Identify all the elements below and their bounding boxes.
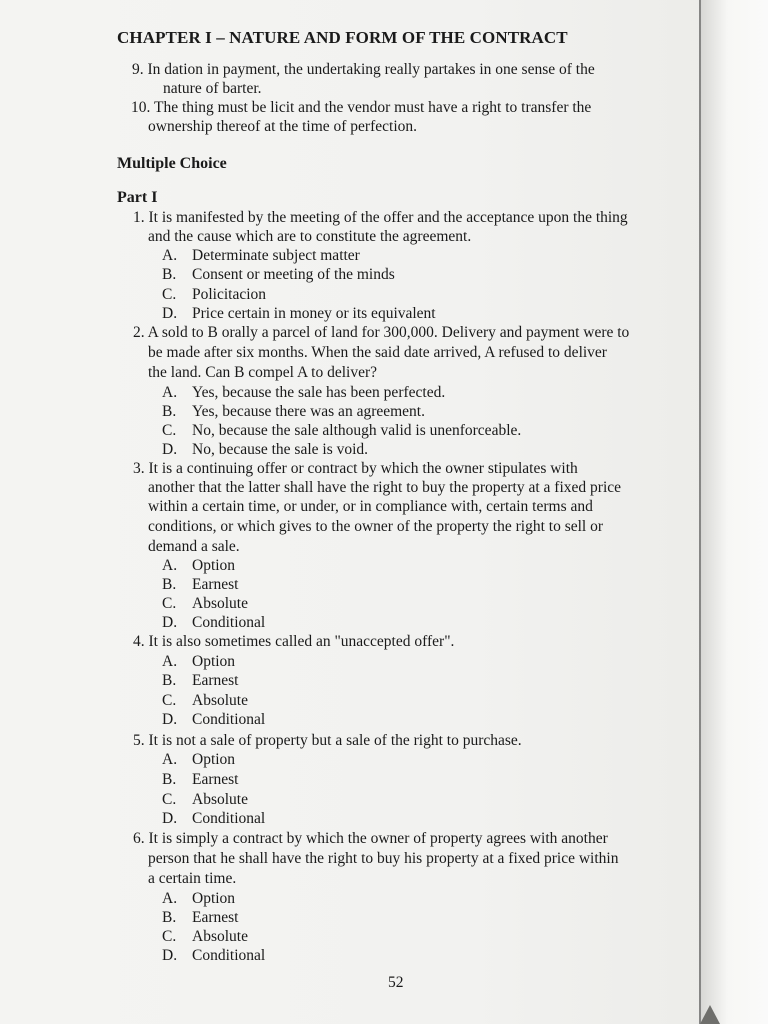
question-6-line-1: 6. It is simply a contract by which the owner of property agrees with another xyxy=(133,830,608,847)
q3-option-b: B. Earnest xyxy=(162,576,239,593)
question-3-line-5: demand a sale. xyxy=(148,538,240,555)
chapter-title: CHAPTER I – NATURE AND FORM OF THE CONTRACT xyxy=(117,28,568,47)
q4-option-b: B. Earnest xyxy=(162,672,239,689)
page-corner-fold xyxy=(700,1005,720,1024)
q6-option-c: C. Absolute xyxy=(162,928,248,945)
question-6-line-2: person that he shall have the right to buy his property at a fixed price within xyxy=(148,850,619,867)
q2-option-a: A. Yes, because the sale has been perfected. xyxy=(162,384,446,401)
q1-option-a: A. Determinate subject matter xyxy=(162,247,360,264)
intro-item-9-line-1: 9. In dation in payment, the undertaking really partakes in one sense of the xyxy=(132,61,595,78)
q4-option-d: D. Conditional xyxy=(162,711,266,728)
q6-option-b: B. Earnest xyxy=(162,909,239,926)
q3-option-c: C. Absolute xyxy=(162,595,248,612)
q3-option-d: D. Conditional xyxy=(162,614,266,631)
page-number: 52 xyxy=(388,974,404,991)
question-5-line-1: 5. It is not a sale of property but a sale of the right to purchase. xyxy=(133,732,522,749)
question-1-line-1: 1. It is manifested by the meeting of the offer and the acceptance upon the thing xyxy=(133,209,628,226)
q2-option-c: C. No, because the sale although valid is unenforceable. xyxy=(162,422,522,439)
q1-option-d: D. Price certain in money or its equivalent xyxy=(162,305,436,322)
question-3-line-2: another that the latter shall have the right to buy the property at a fixed price xyxy=(148,479,622,496)
q6-option-d: D. Conditional xyxy=(162,947,266,964)
question-2-line-3: the land. Can B compel A to deliver? xyxy=(148,364,378,381)
question-6-line-3: a certain time. xyxy=(148,870,237,887)
q2-option-b: B. Yes, because there was an agreement. xyxy=(162,403,425,420)
q3-option-a: A. Option xyxy=(162,557,236,574)
question-4-line-1: 4. It is also sometimes called an "unaccepted offer". xyxy=(133,633,455,650)
q5-option-c: C. Absolute xyxy=(162,791,248,808)
q2-option-d: D. No, because the sale is void. xyxy=(162,441,369,458)
intro-item-10-line-2: ownership thereof at the time of perfection. xyxy=(148,118,417,135)
intro-item-10-line-1: 10. The thing must be licit and the vendor must have a right to transfer the xyxy=(131,99,592,116)
question-1-line-2: and the cause which are to constitute the agreement. xyxy=(148,228,472,245)
q4-option-a: A. Option xyxy=(162,653,236,670)
q4-option-c: C. Absolute xyxy=(162,692,248,709)
intro-item-9-line-2: nature of barter. xyxy=(163,80,262,97)
question-2-line-1: 2. A sold to B orally a parcel of land for 300,000. Delivery and payment were to xyxy=(133,324,630,341)
q1-option-b: B. Consent or meeting of the minds xyxy=(162,266,395,283)
question-3-line-4: conditions, or which gives to the owner of the property the right to sell or xyxy=(148,518,604,535)
q5-option-d: D. Conditional xyxy=(162,810,266,827)
q1-option-c: C. Policitacion xyxy=(162,286,267,303)
q6-option-a: A. Option xyxy=(162,890,236,907)
page-edge-shadow xyxy=(701,0,768,1024)
part-heading: Part I xyxy=(117,189,158,206)
question-3-line-3: within a certain time, or under, or in compliance with, certain terms and xyxy=(148,498,593,515)
q5-option-b: B. Earnest xyxy=(162,771,239,788)
section-heading-multiple-choice: Multiple Choice xyxy=(117,155,227,172)
question-2-line-2: be made after six months. When the said date arrived, A refused to deliver xyxy=(148,344,607,361)
q5-option-a: A. Option xyxy=(162,751,236,768)
question-3-line-1: 3. It is a continuing offer or contract by which the owner stipulates with xyxy=(133,460,578,477)
